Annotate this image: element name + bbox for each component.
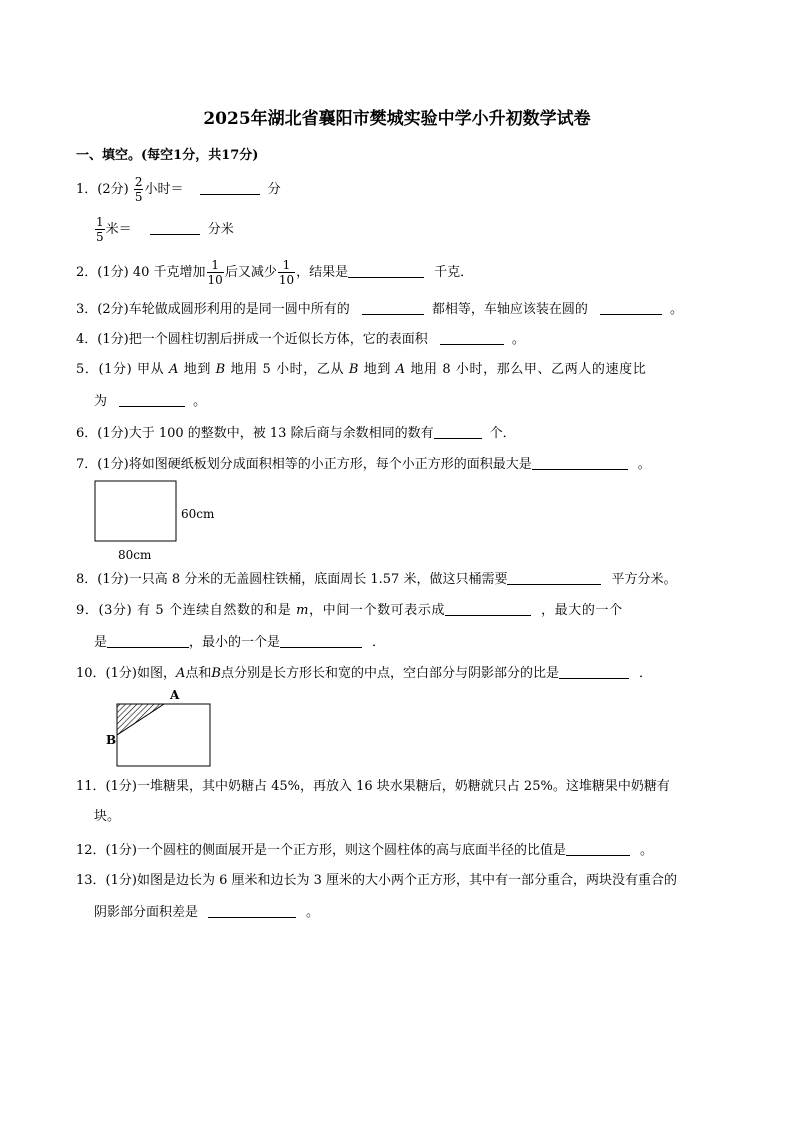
question-9-line-2: 是 ，最小的一个是 ． [94,635,386,650]
answer-blank[interactable] [566,841,630,856]
point-a-label: A [170,688,180,702]
answer-blank[interactable] [445,601,531,616]
question-points: (2分) [97,182,129,197]
answer-blank[interactable] [119,392,185,407]
question-12: 12．(1分)一个圆柱的侧面展开是一个正方形，则这个圆柱体的高与底面半径的比值是 。 [76,843,653,858]
section-heading: 一、填空。(每空1分，共17分) [76,148,259,163]
answer-blank[interactable] [559,664,629,679]
answer-blank[interactable] [107,633,189,648]
fraction: $\frac{1}{10}$ [207,258,223,287]
question-11-line-2: 块。 [94,809,121,824]
answer-blank[interactable] [150,220,200,235]
question-6: 6．(1分)大于 100 的整数中，被 13 除后商与余数相同的数有 个． [76,426,516,441]
question-13-line-2: 阴影部分面积差是 。 [94,905,320,920]
width-label: 80cm [118,548,152,562]
answer-blank[interactable] [434,424,482,439]
midpoint-rectangle-figure [116,702,214,768]
question-number: 1． [76,182,98,197]
question-4: 4．(1分)把一个圆柱切割后拼成一个近似长方体，它的表面积 。 [76,332,525,347]
question-10: 10．(1分)如图，A点和B点分别是长方形长和宽的中点，空白部分与阴影部分的比是 ． [76,666,652,681]
question-9: 9．(3分) 有 5 个连续自然数的和是 m，中间一个数可表示成 ，最大的一个 [76,603,623,618]
question-8: 8．(1分)一只高 8 分米的无盖圆柱铁桶，底面周长 1.57 米，做这只桶需要 平方分米。 [76,572,677,587]
question-2: 2．(1分) 40 千克增加 $\frac{1}{10}$ 后又减少 $\frac{1}{10}$ ，结果是 千克． [76,258,474,287]
answer-blank[interactable] [280,633,362,648]
question-3: 3．(2分)车轮做成圆形利用的是同一圆中所有的 都相等，车轴应该装在圆的 。 [76,302,684,317]
answer-blank[interactable] [532,455,628,470]
answer-blank[interactable] [440,330,504,345]
question-1: 1．(2分) $\frac{2}{5}$ 小时＝ 分 [76,175,281,204]
answer-blank[interactable] [208,903,296,918]
question-5-line-2: 为 。 [94,394,207,409]
shaded-triangle [117,704,164,735]
question-5: 5．(1分) 甲从 A 地到 B 地用 5 小时，乙从 B 地到 A 地用 8 小时，那么甲、乙两人的速度比 [76,362,647,377]
fraction: $\frac{2}{5}$ [134,175,143,204]
question-11: 11．(1分)一堆糖果，其中奶糖占 45%，再放入 16 块水果糖后，奶糖就只占 25%。这堆糖果中奶糖有 [76,779,670,794]
point-b-label: B [106,733,117,747]
answer-blank[interactable] [200,180,260,195]
question-1-part-2: $\frac{1}{5}$ 米＝ 分米 [96,215,234,244]
answer-blank[interactable] [362,300,424,315]
question-13: 13．(1分)如图是边长为 6 厘米和边长为 3 厘米的大小两个正方形，其中有一部分重合，两块没有重合的 [76,873,678,888]
height-label: 60cm [181,507,215,521]
question-7: 7．(1分)将如图硬纸板划分成面积相等的小正方形，每个小正方形的面积最大是 。 [76,457,651,472]
exam-title: 2025年湖北省襄阳市樊城实验中学小升初数学试卷 [203,109,591,129]
answer-blank[interactable] [600,300,662,315]
answer-blank[interactable] [348,263,424,278]
fraction: $\frac{1}{5}$ [96,215,104,244]
fraction: $\frac{1}{10}$ [278,258,295,287]
answer-blank[interactable] [507,570,601,585]
cardboard-rectangle-figure [94,480,178,544]
